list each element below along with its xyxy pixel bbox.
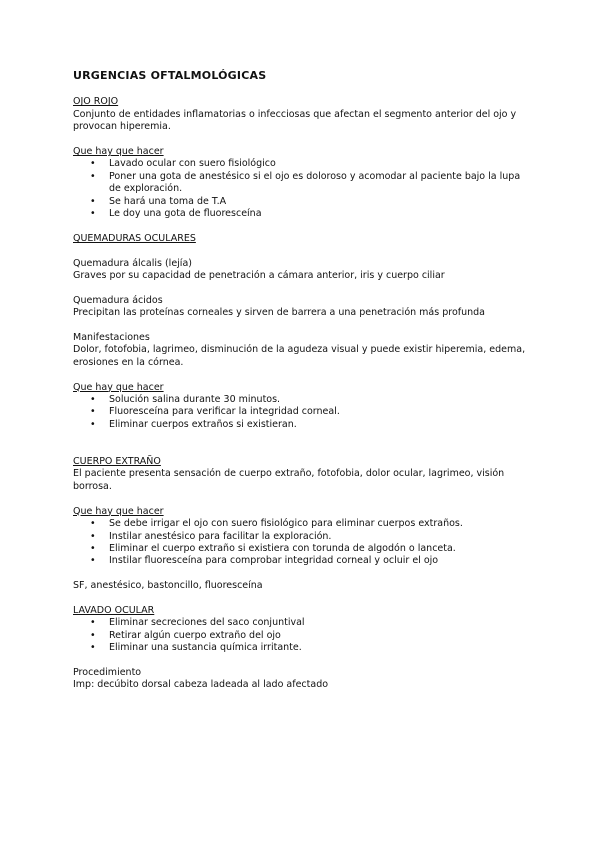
list-item: • Poner una gota de anestésico si el ojo es doloroso y acomodar al paciente bajo la lupa de exploración.: [73, 171, 533, 196]
cuerpo-extrano-description: El paciente presenta sensación de cuerpo extraño, fotofobia, dolor ocular, lagrimeo, visión borrosa.: [73, 468, 505, 492]
section-heading-lavado: LAVADO OCULAR: [73, 604, 155, 616]
acidos-label: Quemadura ácidos: [73, 294, 163, 306]
section-heading-quemaduras: QUEMADURAS OCULARES: [73, 232, 196, 244]
manifestaciones-description: Dolor, fotofobia, lagrimeo, disminución de la agudeza visual y puede existir hiperemia, edema, erosiones en la córnea.: [73, 344, 526, 368]
list-item: • Retirar algún cuerpo extraño del ojo: [73, 630, 533, 642]
ojo-rojo-list: [73, 158, 533, 220]
procedimiento-description: Imp: decúbito dorsal cabeza ladeada al lado afectado: [73, 679, 329, 691]
list-item: • Fluoresceína para verificar la integridad corneal.: [73, 406, 533, 418]
acidos-description: Precipitan las proteínas corneales y sirven de barrera a una penetración más profunda: [73, 307, 486, 319]
procedimiento-label: Procedimiento: [73, 666, 142, 678]
list-item: • Instilar fluoresceína para comprobar integridad corneal y ocluir el ojo: [73, 555, 533, 567]
list-item: • Solución salina durante 30 minutos.: [73, 394, 533, 406]
cuerpo-extrano-subheading: Que hay que hacer: [73, 505, 164, 517]
list-item: • Se debe irrigar el ojo con suero fisiológico para eliminar cuerpos extraños.: [73, 518, 533, 530]
document-page: [73, 70, 533, 692]
list-item: • Eliminar cuerpos extraños si existieran.: [73, 419, 533, 431]
ojo-rojo-description: Conjunto de entidades inflamatorias o infecciosas que afectan el segmento anterior del ojo y provocan hiperemia.: [73, 108, 517, 133]
list-item: • Eliminar una sustancia química irritante.: [73, 642, 533, 654]
section-heading-ojo-rojo: OJO ROJO: [73, 96, 119, 108]
list-item: • Se hará una toma de T.A: [73, 196, 533, 208]
ojo-rojo-subheading: Que hay que hacer: [73, 146, 164, 158]
lavado-list: [73, 617, 533, 654]
list-item: • Eliminar el cuerpo extraño si existiera con torunda de algodón o lanceta.: [73, 543, 533, 555]
list-item: • Lavado ocular con suero fisiológico: [73, 158, 533, 170]
manifestaciones-label: Manifestaciones: [73, 332, 150, 344]
alcalis-description: Graves por su capacidad de penetración a cámara anterior, iris y cuerpo ciliar: [73, 270, 445, 282]
materials-note: SF, anestésico, bastoncillo, fluoresceína: [73, 580, 263, 592]
quemaduras-list: [73, 394, 533, 431]
list-item: • Instilar anestésico para facilitar la exploración.: [73, 531, 533, 543]
section-heading-cuerpo-extrano: CUERPO EXTRAÑO: [73, 456, 161, 468]
quemaduras-subheading: Que hay que hacer: [73, 381, 164, 393]
list-item: • Eliminar secreciones del saco conjuntival: [73, 617, 533, 629]
alcalis-label: Quemadura álcalis (lejía): [73, 257, 192, 269]
document-title: URGENCIAS OFTALMOLÓGICAS: [73, 69, 267, 82]
list-item: • Le doy una gota de fluoresceína: [73, 208, 533, 220]
cuerpo-extrano-list: [73, 518, 533, 568]
